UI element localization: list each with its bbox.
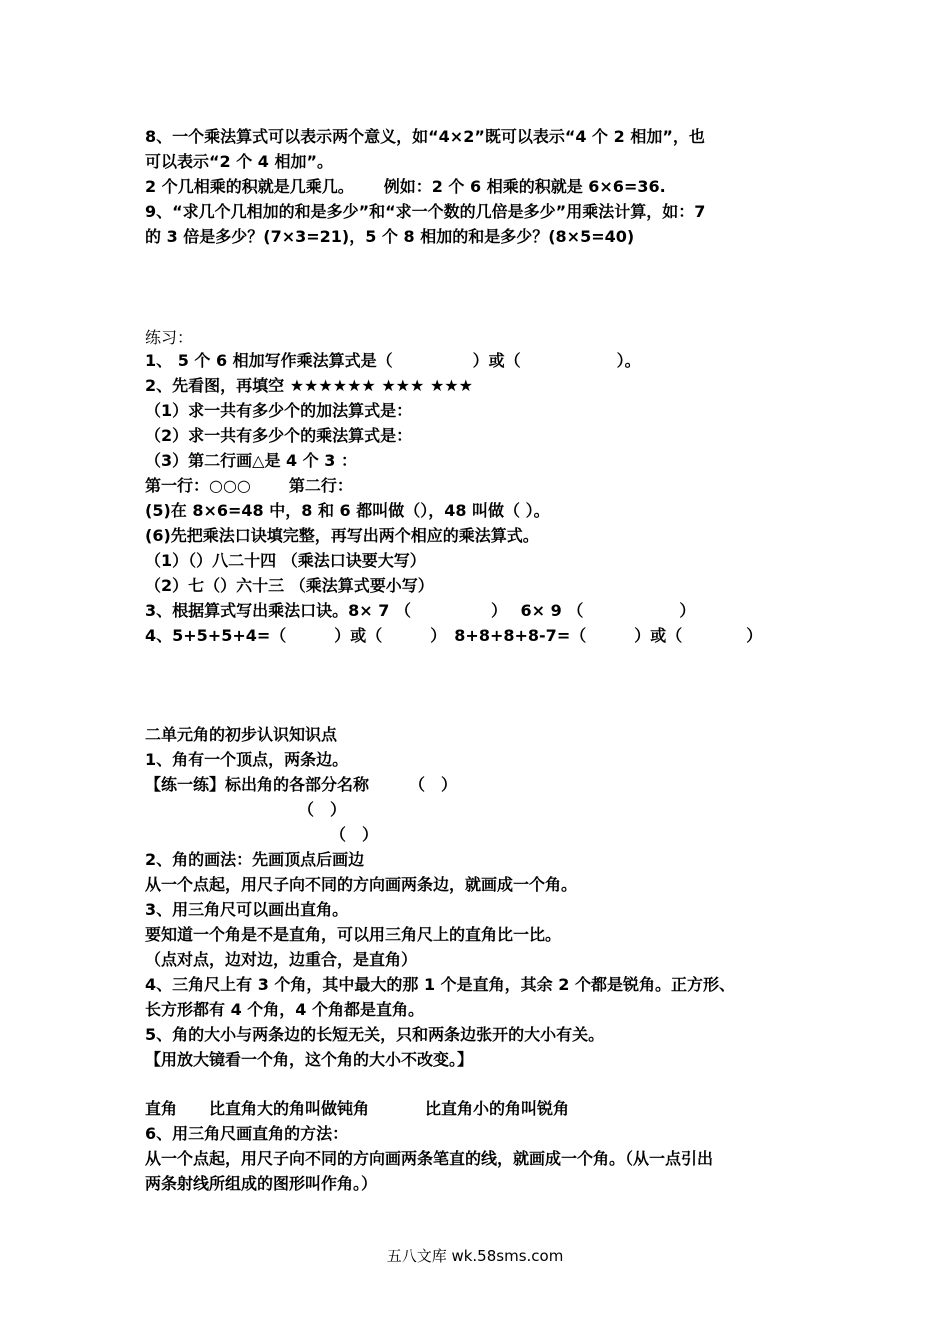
first-row-label: 第一行：○○○ <box>145 476 251 495</box>
angle-point-1: 1、角有一个顶点，两条边。 <box>145 750 349 769</box>
point-8-line-2: 可以表示“2 个 4 相加”。 <box>145 152 334 171</box>
acute-angle-label: 比直角小的角叫锐角 <box>425 1099 570 1118</box>
angle-point-5: 5、角的大小与两条边的长短无关，只和两条边张开的大小有关。 <box>145 1025 605 1044</box>
angle-point-4-line-2: 长方形都有 4 个角，4 个角都是直角。 <box>145 1000 424 1019</box>
angle-point-2-detail: 从一个点起，用尺子向不同的方向画两条边，就画成一个角。 <box>145 875 578 894</box>
exercise-title: 练习： <box>145 328 194 347</box>
exercise-q2-1: （1）求一共有多少个的加法算式是： <box>145 401 413 420</box>
point-8-example: 例如：2 个 6 相乘的积就是 6×6=36. <box>383 177 666 196</box>
angle-point-6: 6、用三角尺画直角的方法： <box>145 1124 349 1143</box>
angle-point-2: 2、角的画法：先画顶点后画边 <box>145 850 365 869</box>
exercise-q6-1: （1）（）八二十四 （乘法口诀要大写） <box>145 551 426 570</box>
practice-label: 【练一练】标出角的各部分名称 （ ） <box>145 775 458 794</box>
angle-types <box>145 1098 569 1120</box>
point-8-rule: 2 个几相乘的积就是几乘几。 <box>145 177 354 196</box>
point-8-line-3 <box>145 176 666 198</box>
exercise-q2: 2、先看图，再填空 ★★★★★★ ★★★ ★★★ <box>145 376 473 395</box>
angle-point-6-line-2: 两条射线所组成的图形叫作角。） <box>145 1174 378 1193</box>
point-9-line-1: 9、“求几个几相加的和是多少”和“求一个数的几倍是多少”用乘法计算，如：7 <box>145 202 706 221</box>
right-angle-label: 直角 <box>145 1099 178 1118</box>
angle-point-3-detail: 要知道一个角是不是直角，可以用三角尺上的直角比一比。 <box>145 925 562 944</box>
angle-point-5-note: 【用放大镜看一个角，这个角的大小不改变。】 <box>145 1050 474 1069</box>
angle-point-6-line-1: 从一个点起，用尺子向不同的方向画两条笔直的线，就画成一个角。（从一点引出 <box>145 1149 714 1168</box>
exercise-q1: 1、 5 个 6 相加写作乘法算式是（ ）或（ ）。 <box>145 351 641 370</box>
exercise-q2-2: （2）求一共有多少个的乘法算式是： <box>145 426 413 445</box>
footer-source: 五八文库 wk.58sms.com <box>386 1247 564 1265</box>
exercise-q6-2: （2）七（）六十三 （乘法算式要小写） <box>145 576 434 595</box>
point-9-line-2: 的 3 倍是多少？(7×3=21)，5 个 8 相加的和是多少？(8×5=40) <box>145 227 635 246</box>
exercise-rows <box>145 475 353 497</box>
angle-blank-a: （ ） <box>298 800 347 819</box>
obtuse-angle-label: 比直角大的角叫做钝角 <box>209 1099 370 1118</box>
exercise-q3: 3、根据算式写出乘法口诀。8× 7 （ ） 6× 9 （ ） <box>145 601 696 620</box>
angle-point-3: 3、用三角尺可以画出直角。 <box>145 900 349 919</box>
angle-point-3-tip: （点对点，边对边，边重合，是直角） <box>145 950 418 969</box>
section-2-title: 二单元角的初步认识知识点 <box>145 725 338 744</box>
point-8-line-1: 8、一个乘法算式可以表示两个意义，如“4×2”既可以表示“4 个 2 相加”，也 <box>145 127 705 146</box>
exercise-q6: (6)先把乘法口诀填完整，再写出两个相应的乘法算式。 <box>145 526 539 545</box>
angle-point-4-line-1: 4、三角尺上有 3 个角，其中最大的那 1 个是直角，其余 2 个都是锐角。正方形、 <box>145 975 735 994</box>
exercise-q5: (5)在 8×6=48 中，8 和 6 都叫做（），48 叫做（ ）。 <box>145 501 550 520</box>
exercise-q4: 4、5+5+5+4=（ ）或（ ） 8+8+8+8-7=（ ）或（ ） <box>145 626 763 645</box>
exercise-q2-3: （3）第二行画△是 4 个 3 ： <box>145 451 357 470</box>
angle-blank-b: （ ） <box>330 825 379 844</box>
second-row-label: 第二行： <box>288 476 353 495</box>
